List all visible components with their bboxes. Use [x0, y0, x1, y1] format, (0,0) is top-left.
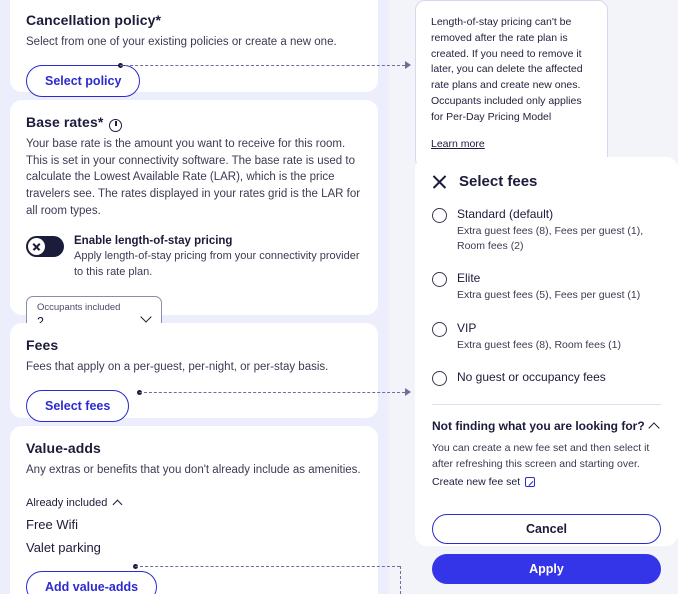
toggle-text [74, 235, 362, 280]
panel-header [432, 173, 661, 190]
occupants-included-label: Occupants included [37, 302, 121, 314]
toggle-knob-off-icon [28, 238, 45, 255]
card-base-rates [10, 100, 378, 315]
fee-option-label: Standard (default) [457, 207, 554, 221]
list-item: Valet parking [26, 539, 101, 555]
accordion-not-finding[interactable] [432, 419, 661, 433]
accordion-title: Not finding what you are looking for? [432, 418, 645, 433]
fee-option-standard[interactable] [432, 207, 661, 254]
apply-button[interactable]: Apply [432, 554, 661, 584]
connector-line [135, 566, 400, 567]
value-adds-title-row [26, 440, 362, 462]
card-value-adds [10, 426, 378, 594]
tooltip-body: Length-of-stay pricing can't be removed after the rate plan is created. If you need to remove it later, you can delete the affected rate plans and create new ones. Occupants included only applies for Per-Day Pricing Model [431, 16, 583, 123]
chevron-up-icon [113, 499, 123, 509]
value-adds-description: Any extras or benefits that you don't already include as amenities. [26, 464, 361, 476]
fee-option-sublabel: Extra guest fees (8), Fees per guest (1), Room fees (2) [457, 225, 644, 253]
fee-option-sublabel: Extra guest fees (5), Fees per guest (1) [457, 289, 641, 302]
radio-icon[interactable] [432, 208, 447, 223]
fee-option-label: No guest or occupancy fees [457, 369, 606, 384]
radio-icon[interactable] [432, 371, 447, 386]
connector-line [120, 65, 405, 66]
create-new-fee-set-label: Create new fee set [432, 476, 521, 489]
fees-title-row [26, 337, 362, 359]
card-fees [10, 323, 378, 418]
select-policy-button[interactable]: Select policy [26, 65, 140, 97]
radio-icon[interactable] [432, 322, 447, 337]
value-adds-title: Value-adds [26, 440, 101, 456]
fee-option-text [457, 321, 621, 353]
length-of-stay-toggle-row [26, 235, 362, 280]
card-cancellation-policy [10, 0, 378, 92]
panel-title: Select fees [459, 173, 538, 190]
length-of-stay-toggle[interactable] [26, 236, 64, 257]
base-rates-title-row [26, 114, 362, 136]
fees-title: Fees [26, 337, 59, 353]
list-item: Free Wifi [26, 516, 78, 532]
toggle-sublabel: Apply length-of-stay pricing from your connectivity provider to this rate plan. [74, 250, 360, 278]
toggle-label: Enable length-of-stay pricing [74, 235, 233, 248]
fee-option-vip[interactable] [432, 321, 661, 353]
fee-option-text [457, 271, 640, 303]
connector-arrow-icon [405, 388, 411, 396]
fee-option-sublabel: Extra guest fees (8), Room fees (1) [457, 338, 621, 351]
select-fees-button[interactable]: Select fees [26, 390, 129, 422]
fee-option-text [457, 207, 661, 254]
external-link-icon [525, 477, 535, 487]
add-value-adds-button[interactable]: Add value-adds [26, 571, 157, 594]
select-fees-panel [415, 157, 678, 577]
create-new-fee-set-link[interactable] [432, 476, 535, 488]
base-rates-description: Your base rate is the amount you want to receive for this room. This is set in your connectivity software. The base rate is used to calculate the Lowest Available Rate (LAR), which is the price travelers see. The rates displayed in your rates grid is the LAR for all room types. [26, 138, 361, 217]
close-icon[interactable] [432, 174, 447, 189]
connector-line [400, 566, 401, 594]
base-rates-title: Base rates* [26, 114, 104, 130]
fee-option-label: VIP [457, 320, 477, 335]
fee-option-elite[interactable] [432, 271, 661, 303]
cancellation-title-row [26, 12, 362, 34]
fees-description: Fees that apply on a per-guest, per-night, or per-stay basis. [26, 361, 329, 373]
radio-icon[interactable] [432, 272, 447, 287]
cancellation-description: Select from one of your existing policies or create a new one. [26, 36, 337, 48]
fee-option-label: Elite [457, 271, 481, 286]
cancellation-title: Cancellation policy* [26, 12, 162, 28]
connector-arrow-icon [405, 61, 411, 69]
chevron-up-icon [648, 422, 659, 433]
fee-option-none[interactable] [432, 370, 661, 386]
cancel-button[interactable]: Cancel [432, 514, 661, 544]
already-included-label: Already included [26, 496, 108, 509]
connector-line [139, 392, 405, 393]
info-icon[interactable] [109, 119, 122, 132]
tooltip-learn-more-link[interactable]: Learn more [431, 138, 485, 151]
panel-divider [432, 404, 661, 405]
length-of-stay-tooltip [415, 0, 608, 169]
already-included-toggle[interactable] [26, 497, 362, 509]
fee-option-text [457, 370, 606, 384]
accordion-body: You can create a new fee set and then select it after refreshing this screen and starting over. [432, 441, 650, 470]
